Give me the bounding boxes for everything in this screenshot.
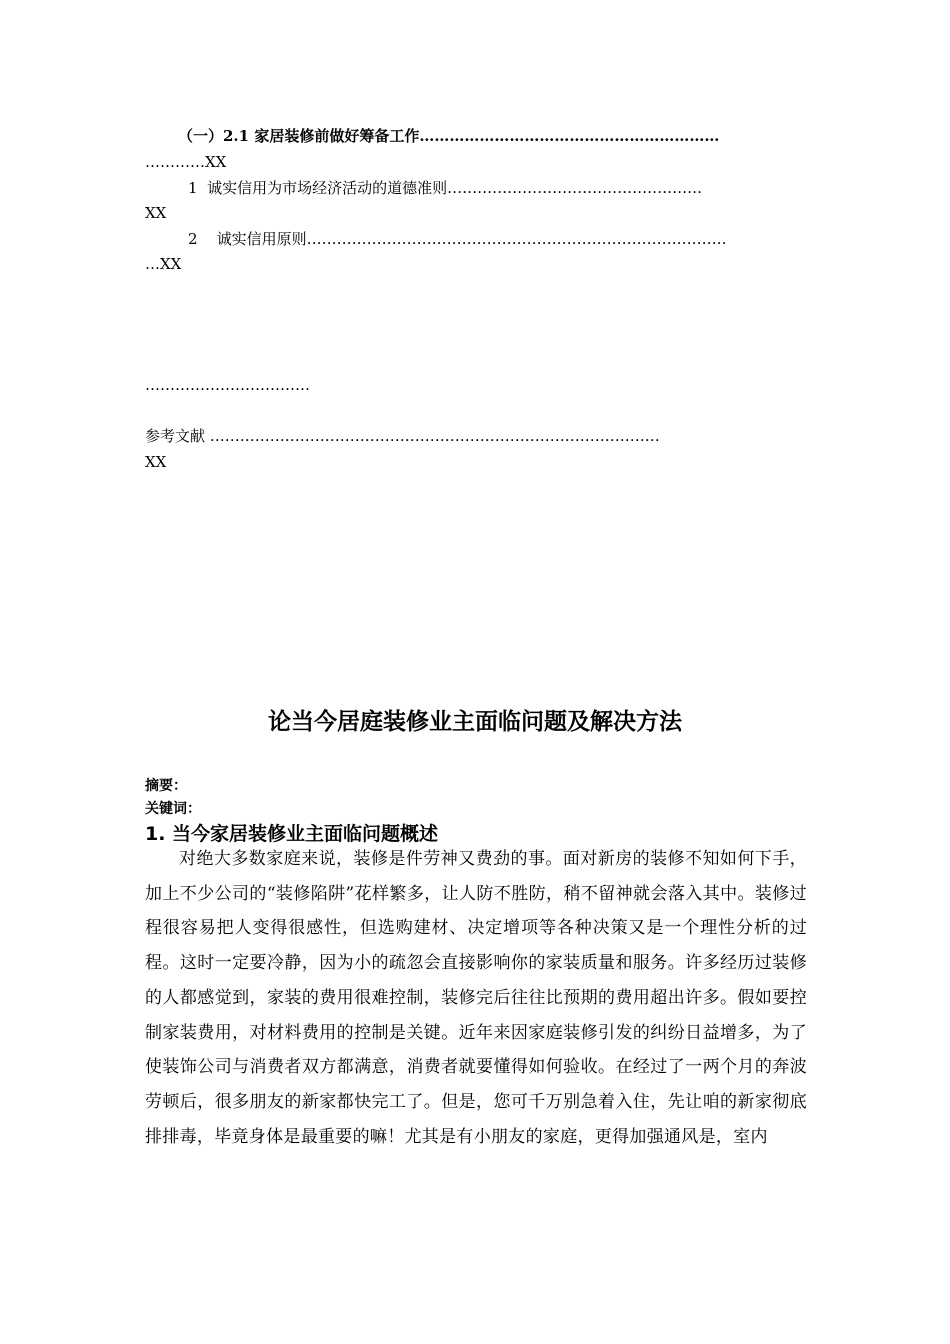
- toc-entry-3-line1: 2 诚实信用原则…………………………………………………………………………: [188, 230, 727, 248]
- toc-references-line1: 参考文献 ………………………………………………………………………………: [145, 427, 660, 445]
- toc-entry-3-line2: …XX: [145, 255, 182, 273]
- toc-references-line2: XX: [145, 453, 167, 471]
- toc-entry-1-line2: …………XX: [145, 153, 227, 171]
- section-1-heading: 1. 当今家居装修业主面临问题概述: [145, 823, 439, 845]
- toc-entry-2-line2: XX: [145, 204, 167, 222]
- keywords-label: 关键词：: [145, 801, 201, 817]
- page-title: 论当今居庭装修业主面临问题及解决方法: [268, 709, 682, 735]
- abstract-label: 摘要：: [145, 778, 187, 794]
- toc-leader-line: ……………………………: [145, 376, 310, 394]
- toc-entry-2-line1: 1 诚实信用为市场经济活动的道德准则……………………………………………: [188, 179, 703, 197]
- toc-entry-1-line1: （一）2.1 家居装修前做好筹备工作……………………………………………………: [178, 127, 720, 145]
- section-1-body: 对绝大多数家庭来说，装修是件劳神又费劲的事。面对新房的装修不知如何下手，加上不少公司的“装修陷阱”花样繁多，让人防不胜防，稍不留神就会落入其中。装修过程很容易把人变得很感性，但选购建材、决定增项等各种决策又是一个理性分析的过程。这时一定要冷静，因为小的疏忽会直接影响你的家装质量和服务。许多经历过装修的人都感觉到，家装的费用很难控制，装修完后往往比预期的费用超出许多。假如要控制家装费用，对材料费用的控制是关键。近年来因家庭装修引发的纠纷日益增多，为了使装饰公司与消费者双方都满意，消费者就要懂得如何验收。在经过了一两个月的奔波劳顿后，很多朋友的新家都快完工了。但是，您可千万别急着入住，先让咱的新家彻底排排毒，毕竟身体是最重要的嘛！尤其是有小朋友的家庭，更得加强通风是，室内: [145, 849, 807, 1147]
